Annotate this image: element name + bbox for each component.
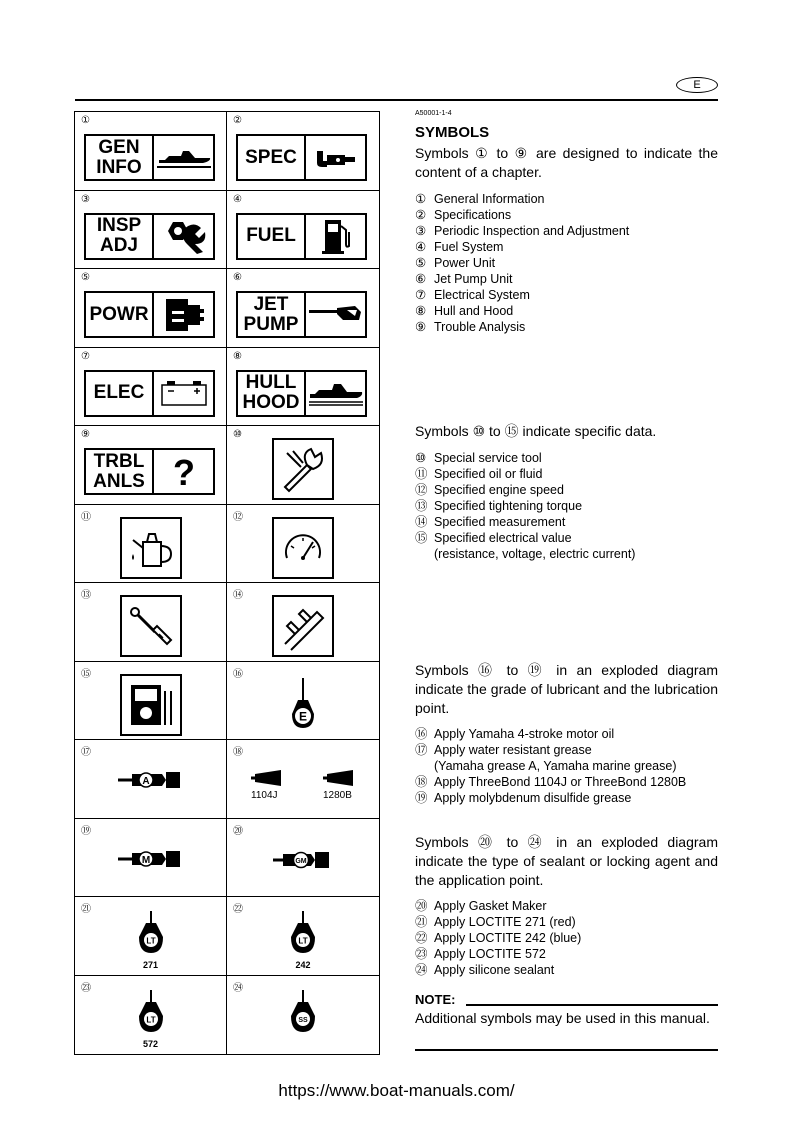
note-body: Additional symbols may be used in this manual. — [415, 1010, 710, 1026]
grid-row — [75, 505, 379, 584]
list-item: ⑯ Apply Yamaha 4-stroke motor oil — [415, 727, 615, 741]
grid-row — [75, 740, 379, 819]
cell-number: ⑲ — [81, 825, 91, 837]
grid-cell — [75, 662, 227, 740]
jet-ski-icon — [154, 136, 213, 179]
data-symbol-list — [415, 450, 635, 562]
cell-number: ⑧ — [233, 350, 242, 362]
list-item: ⑤ Power Unit — [415, 256, 496, 270]
fuel-pump-icon — [306, 215, 365, 258]
grid-row — [75, 348, 379, 427]
chapter-symbol-spec — [236, 134, 367, 181]
list-item: ⑭ Specified measurement — [415, 515, 566, 529]
grid-row — [75, 583, 379, 662]
list-item: ⑬ Specified tightening torque — [415, 499, 583, 513]
grid-cell — [75, 191, 227, 269]
list-item: (resistance, voltage, electric current) — [434, 547, 636, 561]
list-item: (Yamaha grease A, Yamaha marine grease) — [434, 759, 677, 773]
cell-number: ⑱ — [233, 747, 243, 758]
intro-data-symbols: Symbols ⑩ to ⑮ indicate specific data. — [415, 423, 657, 439]
lubricant-symbol-list — [415, 726, 686, 806]
grid-cell — [227, 662, 379, 740]
cell-number: ⑭ — [233, 590, 243, 601]
oil-can-icon — [120, 517, 182, 579]
list-item: ⑨ Trouble Analysis — [415, 320, 526, 334]
grid-cell — [75, 740, 227, 818]
grid-row — [75, 191, 379, 270]
loctite-bottle-icon — [136, 988, 166, 1049]
torque-wrench-icon — [120, 595, 182, 657]
cell-number: ⑦ — [81, 350, 90, 362]
list-item: ⑩ Special service tool — [415, 451, 542, 465]
intro-chapter-symbols: Symbols ① to ⑨ are designed to indicate the content of a chapter. — [415, 145, 718, 180]
svg-text:?: ? — [172, 451, 195, 492]
grid-cell — [227, 426, 379, 504]
spec-tool-icon — [306, 136, 365, 179]
list-item: ⑪ Specified oil or fluid — [415, 467, 543, 481]
section-heading: SYMBOLS — [415, 124, 490, 141]
engine-icon — [154, 293, 213, 336]
threebond-tubes-icon — [243, 768, 363, 808]
cell-number: ⑤ — [81, 272, 90, 283]
svg-text:SS: SS — [298, 1016, 308, 1024]
cell-number: ④ — [233, 193, 242, 205]
loctite-caption: 271 — [142, 960, 159, 970]
grid-cell — [75, 819, 227, 897]
grid-cell — [75, 426, 227, 504]
cell-number: ③ — [81, 193, 90, 205]
grid-cell — [227, 191, 379, 269]
cell-number: ⑰ — [81, 747, 91, 758]
cell-number: ㉑ — [81, 904, 91, 915]
list-item: ③ Periodic Inspection and Adjustment — [415, 224, 630, 238]
grid-cell — [227, 740, 379, 818]
grid-cell — [75, 505, 227, 583]
list-item: ② Specifications — [415, 208, 512, 222]
grid-cell — [227, 505, 379, 583]
cell-number: ⑳ — [233, 825, 243, 837]
list-item: ⑦ Electrical System — [415, 288, 530, 302]
chapter-symbol-hull-hood — [236, 370, 367, 417]
grid-row — [75, 897, 379, 976]
cell-number: ⑥ — [233, 272, 242, 283]
symbol-grid — [74, 111, 380, 1055]
loctite-caption: 242 — [295, 960, 311, 970]
svg-text:LT: LT — [145, 936, 156, 946]
chapter-word: TRBL ANLS — [86, 450, 154, 493]
intro-sealant-symbols: Symbols ⑳ to ㉔ in an exploded diagram indicate the type of sealant or locking agent and the application point. — [415, 834, 718, 888]
grid-cell — [227, 976, 379, 1055]
list-item: ㉓ Apply LOCTITE 572 — [415, 947, 546, 961]
list-item: ⑳ Apply Gasket Maker — [415, 899, 547, 913]
list-item: ㉔ Apply silicone sealant — [415, 963, 555, 977]
caliper-icon — [272, 595, 334, 657]
chapter-word: HULL HOOD — [238, 372, 306, 415]
chapter-symbol-jet-pump — [236, 291, 367, 338]
chapter-symbol-elec — [84, 370, 215, 417]
cell-number: ⑨ — [81, 429, 90, 440]
chapter-symbol-trbl-anls — [84, 448, 215, 495]
svg-text:E: E — [298, 709, 308, 723]
list-item: ⑥ Jet Pump Unit — [415, 272, 513, 286]
header-rule — [75, 99, 718, 101]
footer-url[interactable]: https://www.boat-manuals.com/ — [278, 1081, 515, 1100]
grid-row — [75, 819, 379, 898]
cell-number: ⑩ — [233, 429, 242, 440]
intro-lubricant-symbols: Symbols ⑯ to ⑲ in an exploded diagram indicate the grade of lubricant and the lubrication point. — [415, 662, 718, 716]
grease-tube-icon — [116, 847, 186, 876]
grid-row — [75, 112, 379, 191]
svg-text:GM: GM — [295, 857, 307, 865]
loctite-bottle-icon — [288, 909, 318, 970]
grid-cell — [227, 348, 379, 426]
list-item: ⑮ Specified electrical value — [415, 531, 572, 545]
cell-number: ㉔ — [233, 982, 243, 994]
grid-cell — [75, 976, 227, 1055]
chapter-word: GEN INFO — [86, 136, 154, 179]
chapter-word: SPEC — [238, 136, 306, 179]
grid-cell — [75, 269, 227, 347]
chapter-word: FUEL — [238, 215, 306, 258]
tube-caption: 1280B — [323, 790, 352, 801]
cell-number: ⑫ — [233, 511, 243, 523]
silicone-bottle-icon — [288, 988, 318, 1039]
note-title: NOTE: — [415, 992, 456, 1007]
grid-cell — [75, 112, 227, 190]
list-item: ⑱ Apply ThreeBond 1104J or ThreeBond 1280B — [415, 775, 687, 789]
chapter-symbol-gen-info — [84, 134, 215, 181]
tube-caption: 1104J — [251, 790, 278, 801]
list-item: ④ Fuel System — [415, 240, 504, 254]
doc-reference: A50001-1-4 — [415, 110, 452, 117]
grid-cell — [227, 269, 379, 347]
cell-number: ⑮ — [81, 668, 91, 680]
loctite-bottle-icon — [136, 909, 166, 970]
sealant-symbol-list — [415, 898, 581, 978]
wrench-nut-icon — [154, 215, 213, 258]
grid-row — [75, 269, 379, 348]
svg-text:A: A — [141, 776, 150, 787]
grid-cell — [75, 348, 227, 426]
grid-row — [75, 976, 379, 1055]
special-tool-icon — [272, 438, 334, 500]
chapter-word: POWR — [86, 293, 154, 336]
cell-number: ㉓ — [81, 982, 91, 994]
list-item: ⑧ Hull and Hood — [415, 304, 514, 318]
grid-row — [75, 662, 379, 741]
list-item: ㉒ Apply LOCTITE 242 (blue) — [415, 931, 582, 945]
chapter-symbol-insp-adj — [84, 213, 215, 260]
cell-number: ② — [233, 115, 242, 126]
cell-number: ⑪ — [81, 511, 91, 523]
chapter-word: ELEC — [86, 372, 154, 415]
svg-text:LT: LT — [298, 936, 308, 946]
list-item: ① General Information — [415, 192, 545, 206]
note-rule-bottom — [415, 1049, 718, 1051]
cell-number: ⑯ — [233, 668, 243, 680]
loctite-caption: 572 — [142, 1038, 159, 1049]
chapter-symbol-fuel — [236, 213, 367, 260]
chapter-symbol-powr — [84, 291, 215, 338]
language-badge: E — [676, 77, 718, 93]
list-item: ⑰ Apply water resistant grease — [415, 743, 592, 757]
battery-icon — [154, 372, 213, 415]
chapter-word: INSP ADJ — [86, 215, 154, 258]
svg-text:M: M — [141, 854, 150, 866]
cell-number: ① — [81, 115, 90, 126]
cell-number: ⑬ — [81, 590, 91, 601]
oil-drop-icon — [288, 676, 318, 737]
grid-row — [75, 426, 379, 505]
grid-cell — [227, 112, 379, 190]
note-rule-top — [466, 1004, 718, 1006]
list-item: ㉑ Apply LOCTITE 271 (red) — [415, 915, 576, 929]
sealant-tube-icon — [271, 849, 335, 876]
grid-cell — [75, 583, 227, 661]
cell-number: ㉒ — [233, 904, 243, 915]
multimeter-icon — [120, 674, 182, 736]
grease-tube-icon — [116, 768, 186, 797]
question-icon — [154, 450, 213, 493]
jet-pump-icon — [306, 293, 365, 336]
grid-cell — [75, 897, 227, 975]
svg-text:LT: LT — [145, 1015, 156, 1024]
tachometer-icon — [272, 517, 334, 579]
chapter-word: JET PUMP — [238, 293, 306, 336]
hull-icon — [306, 372, 365, 415]
list-item: ⑲ Apply molybdenum disulfide grease — [415, 791, 632, 805]
list-item: ⑫ Specified engine speed — [415, 483, 564, 497]
grid-cell — [227, 897, 379, 975]
grid-cell — [227, 583, 379, 661]
chapter-symbol-list — [415, 191, 629, 335]
grid-cell — [227, 819, 379, 897]
